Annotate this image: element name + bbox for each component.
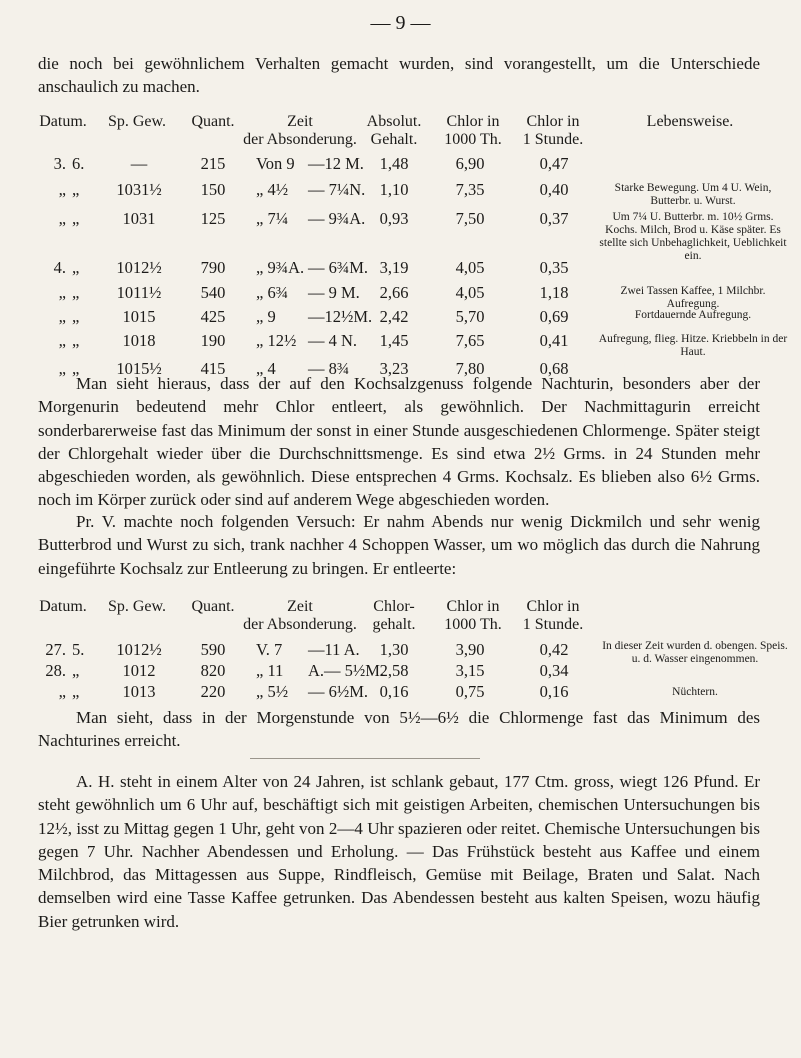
cell-m: „ xyxy=(72,307,80,326)
cell-std: 0,42 xyxy=(539,640,569,659)
paragraph-2: Pr. V. machte noch folgenden Versuch: Er nahm Abends nur wenig Dickmilch und sehr wenig Butterbrod und Wurst zu sich, trank nachher 4 Schoppen Wasser, um wo möglich das durch die Nahrung eingeführte Kochsalz zur Entleerung zu bringen. Er entleerte: xyxy=(38,512,760,578)
cell-std: 0,34 xyxy=(539,661,569,680)
separator-rule xyxy=(250,758,480,759)
cell-z1: „ 9 xyxy=(256,307,276,326)
cell-sp: 1012 xyxy=(122,661,156,680)
cell-std: 0,41 xyxy=(539,331,569,350)
cell-sp: 1031½ xyxy=(116,180,162,199)
cell-d: „ xyxy=(58,331,66,350)
paragraph-1: Man sieht hieraus, dass der auf den Kochsalzgenuss folgende Nachturin, besonders aber der Morgenurin bedeutend mehr Chlor entleert, als gewöhnlich. Der Nachmittagurin erreicht sonderbarerweise fast das Minimum der sonst in einer Stunde ausgeschiedenen Chlormenge. Später steigt der Chlorgehalt wieder über die Durchschnittsmenge. Es sind etwa 2½ Grms. in 24 Stunden mehr abgeschieden worden, als gewöhnlich. Diese entsprechen 4 Grms. Kochsalz. Es blieben also 6½ Grms. noch im Körper zurück oder sind auf anderem Wege abgeschieden worden. xyxy=(38,374,760,510)
cell-abs: 1,30 xyxy=(379,640,409,659)
cell-d: 4. xyxy=(53,258,66,277)
cell-z2: — 8¾ xyxy=(308,359,350,378)
cell-q: 125 xyxy=(200,209,226,228)
cell-z1: „ 6¾ xyxy=(256,283,289,302)
cell-abs: 1,10 xyxy=(379,180,409,199)
cell-std: 0,69 xyxy=(539,307,569,326)
header-chlor-stunde: Chlor in 1 Stunde. xyxy=(522,113,584,148)
cell-m: „ xyxy=(72,682,80,701)
cell-d: „ xyxy=(58,359,66,378)
cell-m: „ xyxy=(72,180,80,199)
cell-sp: 1013 xyxy=(122,682,156,701)
cell-th: 7,80 xyxy=(455,359,485,378)
cell-d: „ xyxy=(58,180,66,199)
cell-z1: „ 4 xyxy=(256,359,276,378)
intro-paragraph: die noch bei gewöhnlichem Verhalten gemacht wurden, sind vorangestellt, um die Unterschiede anschaulich zu machen. xyxy=(38,54,760,97)
cell-th: 7,65 xyxy=(455,331,485,350)
header-zeit: Zeit der Absonderung. xyxy=(243,113,357,148)
cell-d: „ xyxy=(58,307,66,326)
cell-q: 540 xyxy=(200,283,226,302)
cell-z2: —12½M. xyxy=(308,307,373,326)
cell-z1: Von 9 xyxy=(256,154,295,173)
cell-d: 3. xyxy=(53,154,66,173)
cell-z1: „ 12½ xyxy=(256,331,297,350)
cell-z2: — 7¼N. xyxy=(308,180,366,199)
table-row xyxy=(0,180,801,207)
cell-z1: „ 11 xyxy=(256,661,284,680)
cell-d: 27. xyxy=(45,640,66,659)
cell-z1: „ 5½ xyxy=(256,682,289,701)
cell-q: 215 xyxy=(200,154,226,173)
cell-th: 6,90 xyxy=(455,154,485,173)
cell-abs: 1,45 xyxy=(379,331,409,350)
table-row xyxy=(0,331,801,358)
cell-th: 7,50 xyxy=(455,209,485,228)
table-row xyxy=(0,209,801,262)
cell-z2: A.— 5½M. xyxy=(308,661,385,680)
cell-th: 4,05 xyxy=(455,258,485,277)
cell-th: 7,35 xyxy=(455,180,485,199)
cell-std: 0,47 xyxy=(539,154,569,173)
lebensweise-note: Um 7¼ U. Butterbr. m. 10½ Grms. Kochs. Milch, Brod u. Käse später. Es stellte sich Unbehaglichkeit, Ueblichkeit ein. xyxy=(599,211,787,262)
lebensweise-note: Aufregung, flieg. Hitze. Kriebbeln in der Haut. xyxy=(598,333,788,358)
paragraph-3: Man sieht, dass in der Morgenstunde von 5½—6½ die Chlormenge fast das Minimum des Nachturines erreicht. xyxy=(38,708,760,751)
header-chlor-1000: Chlor in 1000 Th. xyxy=(444,113,502,148)
cell-sp: 1015 xyxy=(122,307,156,326)
cell-d: 28. xyxy=(45,661,66,680)
header-sp-gew: Sp. Gew. xyxy=(107,113,167,130)
cell-abs: 0,16 xyxy=(379,682,409,701)
cell-z2: — 6½M. xyxy=(308,682,369,701)
t2-header-chlorgehalt: Chlor- gehalt. xyxy=(372,598,416,633)
t2-note-1: In dieser Zeit wurden d. obengen. Speis. u. d. Wasser eingenommen. xyxy=(602,640,788,665)
cell-z1: „ 9¾A. xyxy=(256,258,305,277)
table-row xyxy=(0,283,801,310)
cell-sp: 1012½ xyxy=(116,640,162,659)
t2-header-zeit: Zeit der Absonderung. xyxy=(243,598,357,633)
cell-abs: 0,93 xyxy=(379,209,409,228)
cell-sp: — xyxy=(130,154,148,173)
cell-z1: „ 7¼ xyxy=(256,209,289,228)
cell-z2: —12 M. xyxy=(308,154,364,173)
cell-std: 0,68 xyxy=(539,359,569,378)
cell-sp: 1012½ xyxy=(116,258,162,277)
cell-std: 1,18 xyxy=(539,283,569,302)
cell-abs: 3,19 xyxy=(379,258,409,277)
header-absolut: Absolut. Gehalt. xyxy=(366,113,422,148)
cell-q: 590 xyxy=(200,640,226,659)
cell-z2: — 6¾M. xyxy=(308,258,369,277)
cell-th: 0,75 xyxy=(455,682,485,701)
lebensweise-note: Zwei Tassen Kaffee, 1 Milchbr. Aufregung. xyxy=(620,285,766,310)
cell-m: „ xyxy=(72,283,80,302)
t2-header-chlor-1000: Chlor in 1000 Th. xyxy=(444,598,502,633)
cell-z2: —11 A. xyxy=(308,640,360,659)
table-row xyxy=(0,258,801,278)
cell-q: 425 xyxy=(200,307,226,326)
cell-th: 5,70 xyxy=(455,307,485,326)
cell-q: 190 xyxy=(200,331,226,350)
cell-q: 220 xyxy=(200,682,226,701)
cell-abs: 2,66 xyxy=(379,283,409,302)
cell-sp: 1018 xyxy=(122,331,156,350)
t2-header-datum: Datum. xyxy=(39,598,87,615)
cell-m: „ xyxy=(72,661,80,680)
lebensweise-note: Fortdauernde Aufregung. xyxy=(634,309,752,321)
cell-m: „ xyxy=(72,331,80,350)
cell-th: 3,90 xyxy=(455,640,485,659)
cell-th: 3,15 xyxy=(455,661,485,680)
header-quant: Quant. xyxy=(191,113,235,130)
cell-sp: 1011½ xyxy=(116,283,162,302)
header-lebensweise: Lebensweise. xyxy=(646,113,734,130)
cell-th: 4,05 xyxy=(455,283,485,302)
cell-q: 415 xyxy=(200,359,226,378)
cell-std: 0,16 xyxy=(539,682,569,701)
cell-abs: 1,48 xyxy=(379,154,409,173)
cell-m: „ xyxy=(72,359,80,378)
cell-m: 5. xyxy=(72,640,85,659)
cell-std: 0,35 xyxy=(539,258,569,277)
cell-abs: 3,23 xyxy=(379,359,409,378)
table-row xyxy=(0,307,801,327)
cell-sp: 1015½ xyxy=(116,359,162,378)
cell-sp: 1031 xyxy=(122,209,156,228)
cell-m: „ xyxy=(72,209,80,228)
cell-z2: — 4 N. xyxy=(308,331,358,350)
cell-d: „ xyxy=(58,682,66,701)
t2-header-sp-gew: Sp. Gew. xyxy=(107,598,167,615)
cell-std: 0,40 xyxy=(539,180,569,199)
cell-q: 150 xyxy=(200,180,226,199)
t2-note-2: Nüchtern. xyxy=(672,686,718,698)
cell-abs: 2,58 xyxy=(379,661,409,680)
cell-z1: V. 7 xyxy=(256,640,283,659)
page-number: — 9 — xyxy=(370,12,431,34)
header-datum: Datum. xyxy=(39,113,87,130)
t2-header-quant: Quant. xyxy=(191,598,235,615)
table-row xyxy=(0,154,801,174)
cell-z2: — 9¾A. xyxy=(308,209,366,228)
cell-d: „ xyxy=(58,209,66,228)
cell-d: „ xyxy=(58,283,66,302)
cell-q: 790 xyxy=(200,258,226,277)
cell-std: 0,37 xyxy=(539,209,569,228)
t2-header-chlor-stunde: Chlor in 1 Stunde. xyxy=(522,598,584,633)
cell-m: „ xyxy=(72,258,80,277)
paragraph-4: A. H. steht in einem Alter von 24 Jahren, ist schlank gebaut, 177 Ctm. gross, wiegt 126 Pfund. Er steht gewöhnlich um 6 Uhr auf, beschäftigt sich mit geistigen Arbeiten, chemischen Untersuchungen bis 12½, isst zu Mittag gegen 1 Uhr, geht von 2—4 Uhr spazieren oder reitet. Chemische Untersuchungen bis gegen 7 Uhr. Nachher Abendessen und Erholung. — Das Frühstück besteht aus Kaffee und einem Milchbrod, das Mittagessen aus Suppe, Rindfleisch, Gemüse mit Beilage, Braten und Salat. Nach demselben wird eine Tasse Kaffee getrunken. Das Abendessen besteht aus kalten Speisen, wozu häufig Bier getrunken wird. xyxy=(38,772,760,931)
lebensweise-note: Starke Bewegung. Um 4 U. Wein, Butterbr. u. Wurst. xyxy=(614,182,772,207)
cell-z1: „ 4½ xyxy=(256,180,289,199)
cell-m: 6. xyxy=(72,154,85,173)
cell-abs: 2,42 xyxy=(379,307,409,326)
cell-z2: — 9 M. xyxy=(308,283,360,302)
cell-q: 820 xyxy=(200,661,226,680)
